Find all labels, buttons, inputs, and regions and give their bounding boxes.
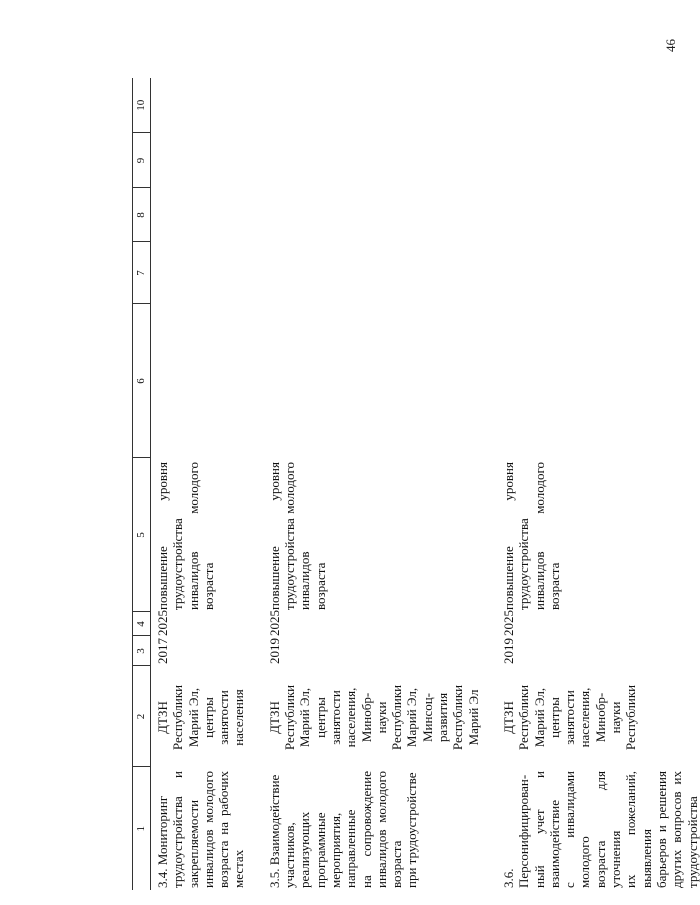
end-year-cell: 2025	[500, 610, 516, 636]
measure-name-line: ный учет и	[531, 771, 547, 888]
column-number-header	[133, 78, 151, 890]
measure-name-line: инвалидов молодого	[373, 771, 389, 888]
executor-line: Марий Эл,	[297, 687, 313, 748]
executor-line: Минобр-	[358, 692, 374, 743]
expected-result-cell	[501, 458, 700, 612]
measure-name-line: возраста на рабочих	[216, 771, 232, 888]
expected-result-line: трудоустройства молодого	[282, 462, 298, 610]
executor-cell	[267, 666, 481, 767]
empty-cell	[155, 133, 247, 188]
measure-name-line: участников,	[282, 822, 298, 888]
executor-line: населения	[231, 689, 247, 746]
measure-name-line: программные	[312, 812, 328, 888]
empty-cell	[267, 133, 481, 188]
empty-cell	[501, 78, 700, 133]
executor-cell	[501, 666, 700, 767]
executor-line: Минобр-	[592, 692, 608, 743]
header-cell: 9	[133, 133, 151, 188]
expected-result-cell	[267, 458, 481, 612]
header-cell: 4	[133, 612, 151, 636]
rotated-table-container	[132, 78, 700, 890]
measure-name-cell	[501, 767, 700, 890]
empty-cell	[267, 242, 481, 304]
executor-cell	[155, 666, 247, 767]
table-row	[267, 78, 481, 890]
executor-line: науки	[373, 701, 389, 734]
empty-cell	[267, 304, 481, 458]
measure-name-line: с инвалидами молодого	[562, 771, 593, 888]
executor-line: Республики	[516, 684, 532, 751]
measure-name-line: на сопровождение	[358, 771, 374, 888]
measure-name-line: при трудоустройстве	[404, 772, 420, 888]
executor-line: центры	[546, 697, 562, 738]
executor-line: занятости	[562, 690, 578, 745]
header-cell: 3	[133, 636, 151, 666]
expected-result-cell	[155, 458, 247, 612]
executor-line: Марий Эл,	[185, 687, 201, 748]
row-spacer	[247, 78, 267, 890]
executor-line: Минсоц-	[419, 692, 435, 743]
expected-result-line: трудоустройства	[170, 518, 186, 610]
start-year-cell: 2019	[500, 638, 516, 664]
header-cell: 2	[133, 666, 151, 767]
measure-name-line: 3.6. Персонифицирован-	[500, 774, 532, 888]
executor-line: Республики	[389, 684, 405, 751]
table-row	[155, 78, 247, 890]
empty-cell	[501, 133, 700, 188]
executor-line: Марий Эл	[465, 689, 481, 746]
expected-result-line: инвалидов молодого	[185, 462, 201, 610]
row-spacer	[481, 78, 501, 890]
measure-name-line: их пожеланий, выявления	[623, 771, 654, 888]
header-cell: 10	[133, 78, 151, 133]
executor-line: науки	[608, 701, 624, 734]
start-year-cell: 2019	[266, 638, 282, 664]
executor-line: Республики	[450, 684, 466, 751]
measure-name-line: 3.4. Мониторинг	[155, 795, 170, 888]
header-cell: 8	[133, 188, 151, 242]
empty-cell	[155, 78, 247, 133]
executor-line: центры	[312, 697, 328, 738]
table-row	[501, 78, 700, 890]
executor-line: занятости	[216, 690, 232, 745]
header-cell: 6	[133, 304, 151, 458]
empty-cell	[501, 188, 700, 242]
measure-name-cell	[267, 767, 481, 890]
expected-result-line: возраста	[200, 562, 216, 610]
executor-line: населения,	[343, 687, 359, 748]
measure-name-line: 3.5. Взаимодействие	[266, 774, 282, 888]
measure-name-line: взаимодействие	[546, 799, 562, 888]
end-year-cell: 2025	[155, 610, 170, 636]
empty-cell	[155, 242, 247, 304]
header-cell: 1	[133, 767, 151, 890]
start-year-cell: 2017	[155, 638, 170, 664]
page-number: 46	[663, 39, 678, 52]
measure-name-line: барьеров и решения	[653, 771, 669, 888]
executor-line: Марий Эл,	[404, 687, 420, 748]
expected-result-line: повышение уровня	[155, 462, 170, 610]
executor-line: населения,	[577, 687, 593, 748]
expected-result-line: трудоустройства	[516, 518, 532, 610]
expected-result-line: инвалидов молодого	[531, 462, 547, 610]
expected-result-line: возраста	[546, 562, 562, 610]
measure-name-line: реализующих	[297, 811, 313, 888]
executor-line: развития	[435, 692, 451, 743]
executor-line: Республики	[623, 684, 639, 751]
empty-cell	[501, 304, 700, 458]
table-body	[151, 78, 700, 890]
executor-line: Марий Эл,	[531, 687, 547, 748]
expected-result-line: повышение уровня	[500, 462, 516, 610]
end-year-cell: 2025	[266, 610, 282, 636]
measure-name-line: возраста для уточнения	[592, 771, 624, 888]
executor-line: занятости	[327, 690, 343, 745]
executor-line: ДТЗН	[500, 701, 516, 734]
measure-name-line: направленные	[343, 809, 359, 888]
measures-table	[132, 78, 700, 890]
measure-name-line: трудоустройства	[684, 796, 700, 888]
empty-cell	[155, 304, 247, 458]
measure-name-line: мероприятия,	[327, 812, 343, 888]
executor-line: Республики	[170, 684, 186, 751]
measure-name-cell	[155, 767, 247, 890]
executor-line: ДТЗН	[155, 701, 170, 734]
measure-name-line: инвалидов молодого	[200, 771, 216, 888]
measure-name-line: других вопросов их	[669, 771, 685, 888]
measure-name-line: закрепляемости	[185, 799, 201, 888]
executor-line: Республики	[282, 684, 298, 751]
executor-line: центры	[200, 697, 216, 738]
empty-cell	[267, 78, 481, 133]
expected-result-line: возраста	[312, 562, 328, 610]
measure-name-line: возраста	[389, 840, 405, 888]
header-cell: 5	[133, 458, 151, 612]
executor-line: ДТЗН	[266, 701, 282, 734]
expected-result-line: инвалидов	[297, 551, 313, 610]
header-cell: 7	[133, 242, 151, 304]
empty-cell	[155, 188, 247, 242]
empty-cell	[267, 188, 481, 242]
empty-cell	[501, 242, 700, 304]
measure-name-line: трудоустройства и	[170, 771, 186, 888]
expected-result-line: повышение уровня	[266, 462, 282, 610]
measure-name-line: местах	[231, 849, 247, 888]
